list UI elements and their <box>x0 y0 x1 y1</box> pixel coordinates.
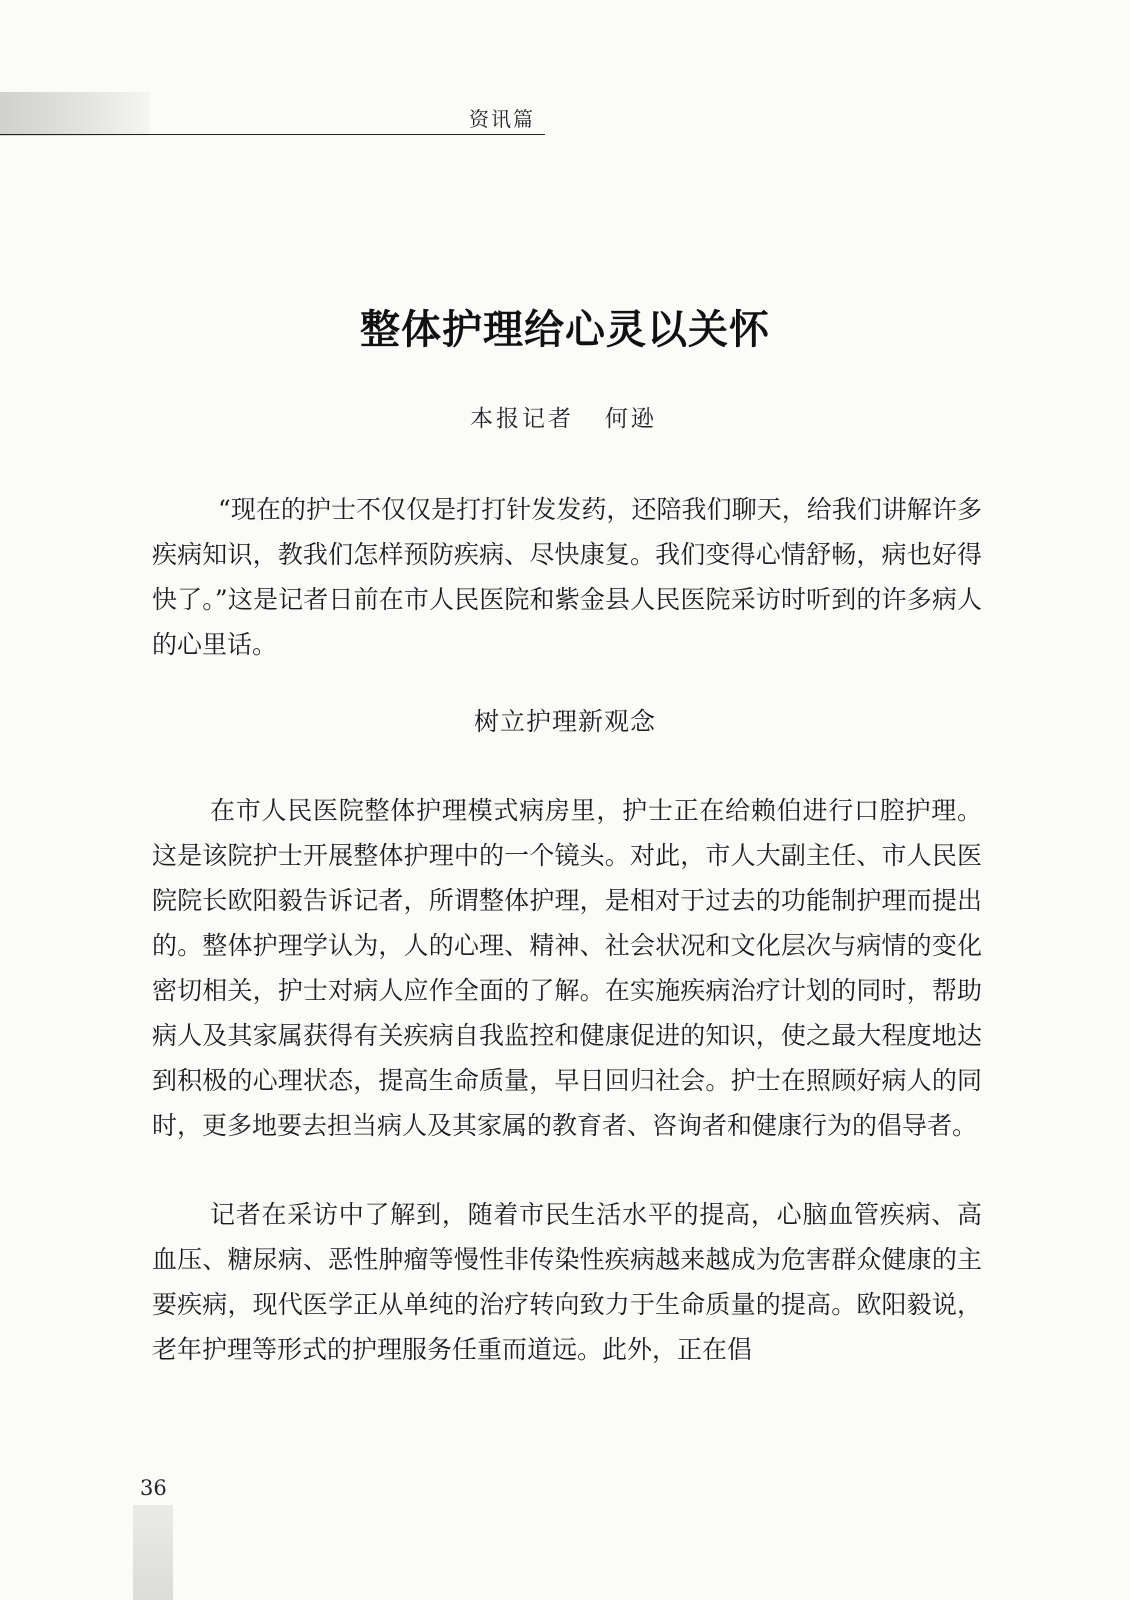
body-paragraph: 在市人民医院整体护理模式病房里，护士正在给赖伯进行口腔护理。这是该院护士开展整体护理中的一个镜头。对此，市人大副主任、市人民医院院长欧阳毅告诉记者，所谓整体护理，是相对于过去的功能制护理而提出的。整体护理学认为，人的心理、精神、社会状况和文化层次与病情的变化密切相关，护士对病人应作全面的了解。在实施疾病治疗计划的同时，帮助病人及其家属获得有关疾病自我监控和健康促进的知识，使之最大程度地达到积极的心理状态，提高生命质量，早日回归社会。护士在照顾好病人的同时，更多地要去担当病人及其家属的教育者、咨询者和健康行为的倡导者。 <box>152 796 982 1140</box>
body-paragraph: 记者在采访中了解到，随着市民生活水平的提高，心脑血管疾病、高血压、糖尿病、恶性肿瘤等慢性非传染性疾病越来越成为危害群众健康的主要疾病，现代医学正从单纯的治疗转向致力于生命质量的提高。欧阳毅说，老年护理等形式的护理服务任重而道远。此外，正在倡 <box>152 1200 982 1364</box>
section-label: 资讯篇 <box>469 107 535 131</box>
byline: 本报记者 何逊 <box>470 406 657 432</box>
running-header <box>0 100 545 135</box>
article-title: 整体护理给心灵以关怀 <box>360 306 770 353</box>
page-number: 36 <box>140 1476 167 1500</box>
intro-paragraph: “现在的护士不仅仅是打打针发发药，还陪我们聊天，给我们讲解许多疾病知识，教我们怎样预防疾病、尽快康复。我们变得心情舒畅，病也好得快了。”这是记者日前在市人民医院和紫金县人民医院采访时听到的许多病人的心里话。 <box>152 495 982 659</box>
section-heading: 树立护理新观念 <box>473 707 656 736</box>
scan-edge-shading <box>133 1505 173 1600</box>
